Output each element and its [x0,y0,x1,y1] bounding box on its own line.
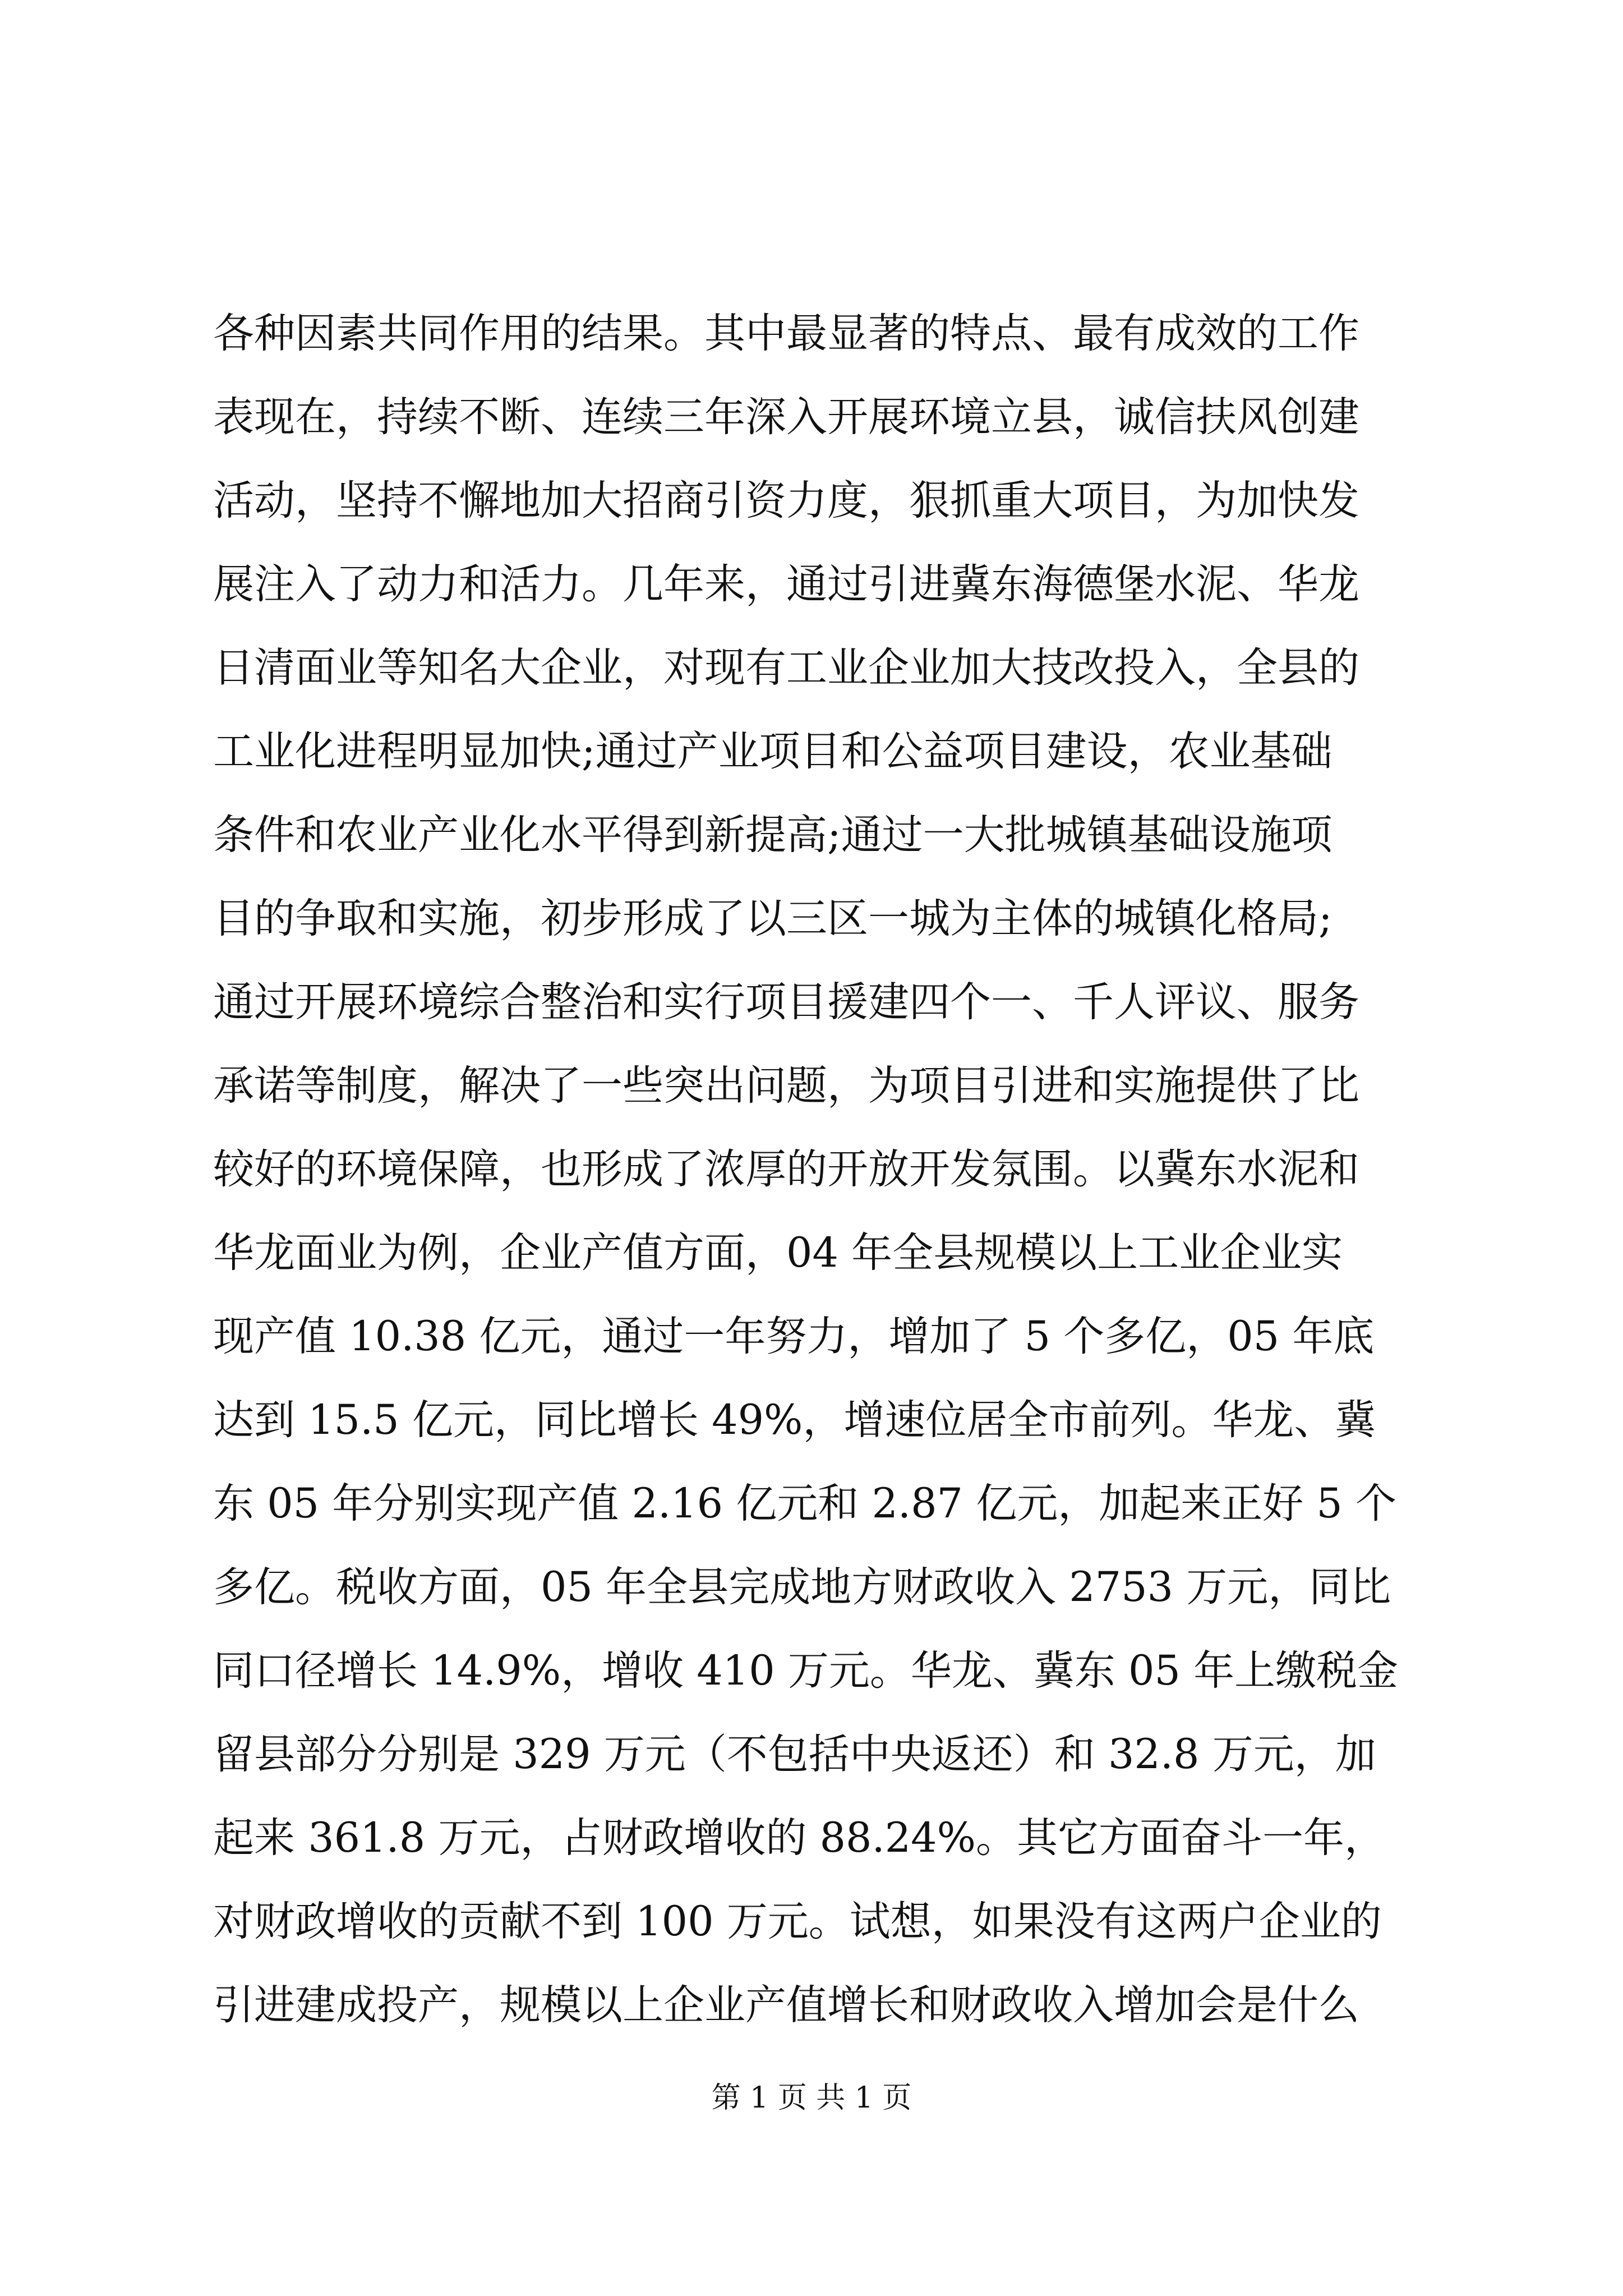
page-number-footer: 第 1 页 共 1 页 [711,2081,912,2115]
text-line: 多亿。税收方面，05 年全县完成地方财政收入 2753 万元，同比 [213,1563,1391,1611]
text-line: 达到 15.5 亿元，同比增长 49%，增速位居全市前列。华龙、冀 [213,1396,1376,1444]
body-text [213,292,1424,2047]
text-line: 目的争取和实施，初步形成了以三区一城为主体的城镇化格局; [213,895,1332,942]
text-line: 通过开展环境综合整治和实行项目援建四个一、千人评议、服务 [213,978,1359,1026]
text-line: 现产值 10.38 亿元，通过一年努力，增加了 5 个多亿，05 年底 [213,1313,1375,1360]
text-line: 同口径增长 14.9%，增收 410 万元。华龙、冀东 05 年上缴税金 [213,1647,1399,1695]
text-line: 各种因素共同作用的结果。其中最显著的特点、最有成效的工作 [213,310,1359,357]
text-line: 引进建成投产，规模以上企业产值增长和财政收入增加会是什么 [213,1981,1359,2029]
text-line: 条件和农业产业化水平得到新提高;通过一大批城镇基础设施项 [213,811,1332,859]
text-line: 活动，坚持不懈地加大招商引资力度，狠抓重大项目，为加快发 [213,477,1359,524]
text-line: 工业化进程明显加快;通过产业项目和公益项目建设，农业基础 [213,728,1332,775]
text-line: 华龙面业为例，企业产值方面，04 年全县规模以上工业企业实 [213,1229,1343,1277]
text-line: 日清面业等知名大企业，对现有工业企业加大技改投入，全县的 [213,644,1359,692]
text-line: 对财政增收的贡献不到 100 万元。试想，如果没有这两户企业的 [213,1898,1382,1945]
text-line: 表现在，持续不断、连续三年深入开展环境立县，诚信扶风创建 [213,393,1359,441]
text-line: 东 05 年分别实现产值 2.16 亿元和 2.87 亿元，加起来正好 5 个 [213,1480,1397,1527]
text-line: 承诺等制度，解决了一些突出问题，为项目引进和实施提供了比 [213,1062,1359,1110]
text-line: 留县部分分别是 329 万元（不包括中央返还）和 32.8 万元，加 [213,1731,1376,1778]
text-line: 起来 361.8 万元，占财政增收的 88.24%。其它方面奋斗一年， [213,1814,1385,1862]
text-line: 展注入了动力和活力。几年来，通过引进冀东海德堡水泥、华龙 [213,560,1359,608]
text-line: 较好的环境保障，也形成了浓厚的开放开发氛围。以冀东水泥和 [213,1145,1359,1193]
